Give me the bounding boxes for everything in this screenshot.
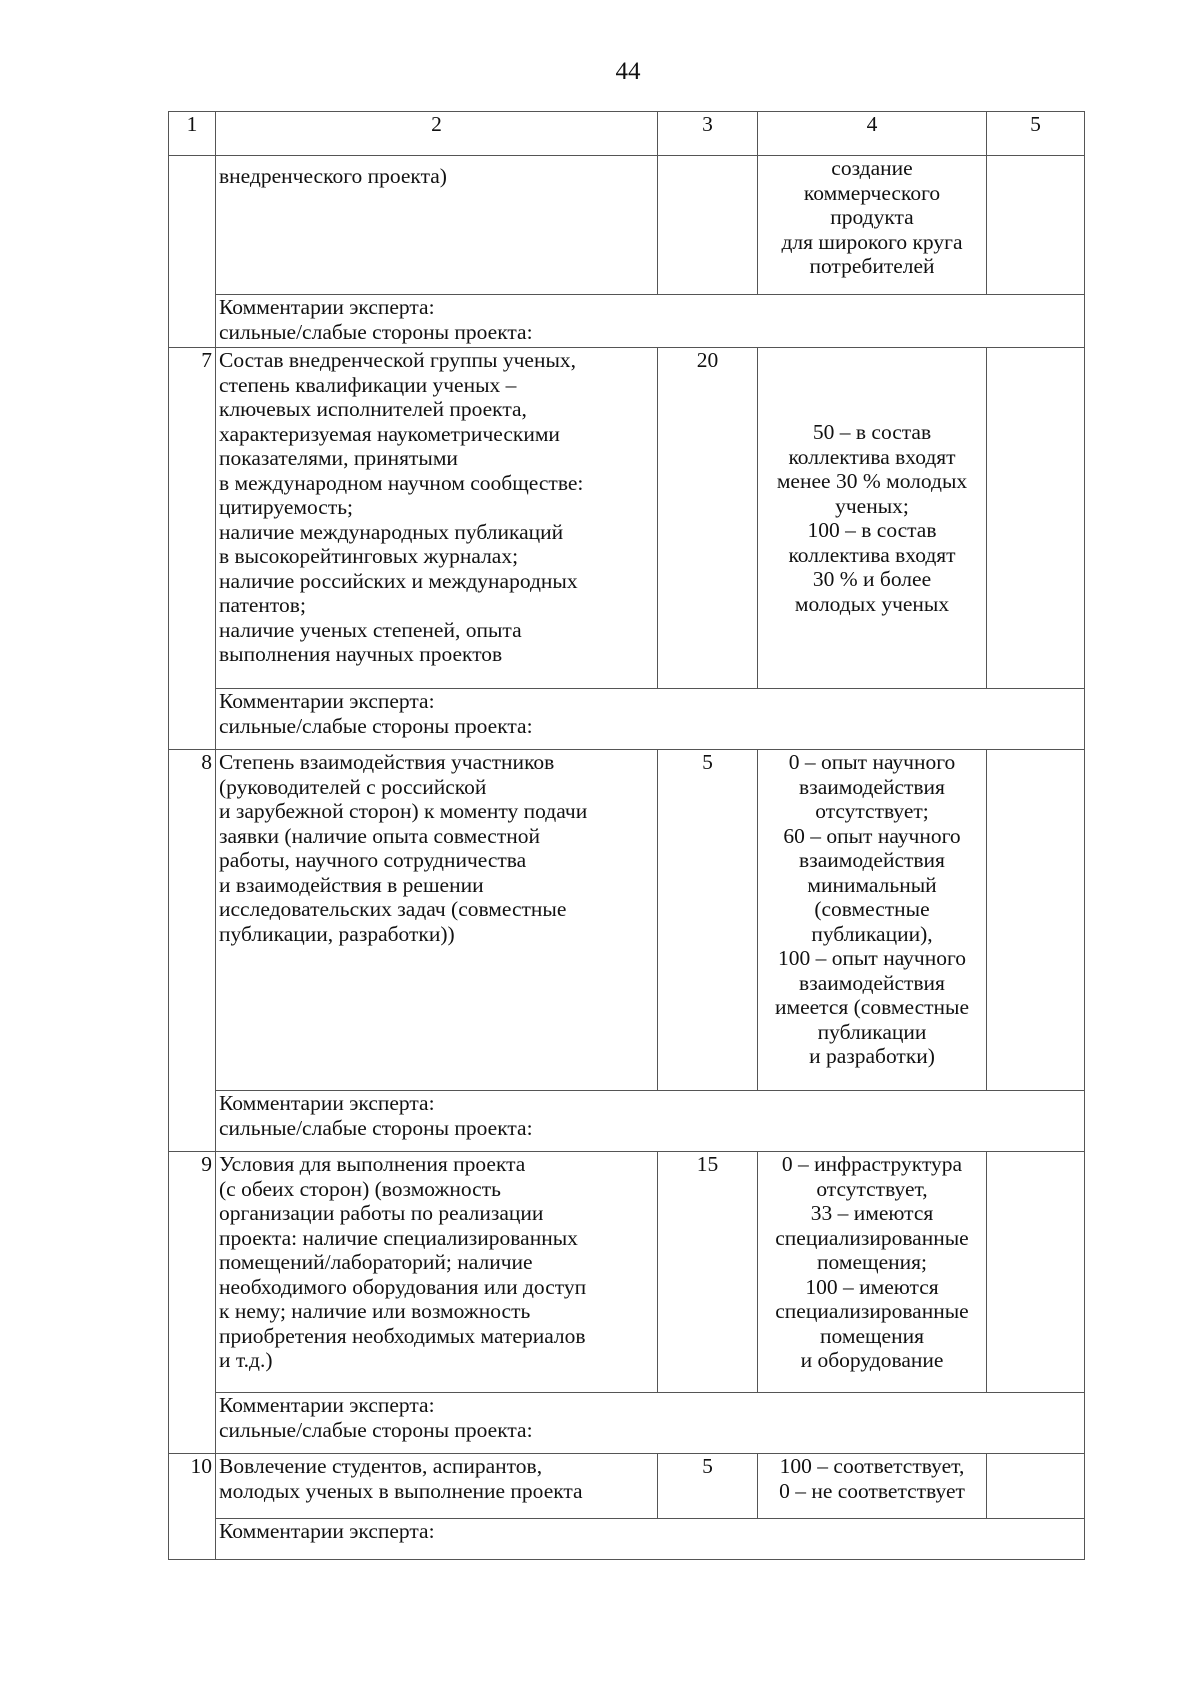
scale-line: взаимодействия — [799, 970, 945, 995]
scale-line: отсутствует, — [816, 1176, 928, 1201]
expert-comment-cell — [216, 1091, 1085, 1152]
criterion-line: проекта: наличие специализированных — [219, 1225, 578, 1250]
comment-line: сильные/слабые стороны проекта: — [219, 1417, 533, 1442]
page-number: 44 — [615, 58, 641, 85]
criterion-cell — [216, 1454, 658, 1519]
table-row — [169, 1152, 1085, 1393]
criterion-line: работы, научного сотрудничества — [219, 848, 527, 872]
scale-line: 0 – не соответствует — [779, 1478, 965, 1503]
scale-line: специализированные — [775, 1299, 969, 1323]
scale-cell — [758, 156, 987, 295]
criterion-line: характеризуемая наукометрическими — [219, 421, 560, 446]
scale-line: минимальный — [807, 872, 937, 897]
criterion-line: помещений/лабораторий; наличие — [219, 1250, 533, 1274]
criterion-cell — [216, 1152, 658, 1393]
criterion-line: (с обеих сторон) (возможность — [219, 1176, 501, 1201]
comment-row — [169, 295, 1085, 348]
row-number-cell: 7 — [169, 348, 216, 750]
weight-cell: 5 — [658, 1454, 758, 1519]
criterion-line: молодых ученых в выполнение проекта — [219, 1478, 583, 1503]
criterion-line: Условия для выполнения проекта — [219, 1152, 526, 1176]
comment-row — [169, 1393, 1085, 1454]
scale-line: публикации), — [811, 921, 933, 946]
scale-cell — [758, 750, 987, 1091]
score-cell — [987, 1454, 1085, 1519]
criterion-line: необходимого оборудования или доступ — [219, 1274, 587, 1299]
scale-line: коллектива входят — [788, 542, 956, 567]
criterion-line: ключевых исполнителей проекта, — [219, 397, 527, 421]
comment-line: Комментарии эксперта: — [219, 295, 435, 319]
weight-cell: 5 — [658, 750, 758, 1091]
table-row — [169, 750, 1085, 1091]
weight-cell: 15 — [658, 1152, 758, 1393]
scale-line: 60 – опыт научного — [783, 823, 961, 848]
expert-comment-cell — [216, 1393, 1085, 1454]
scale-line: 100 – имеются — [805, 1274, 939, 1299]
row-number-cell — [169, 156, 216, 348]
row-number-cell: 9 — [169, 1152, 216, 1454]
scale-line: помещения; — [817, 1250, 927, 1274]
criterion-line: заявки (наличие опыта совместной — [219, 823, 541, 848]
comment-line: сильные/слабые стороны проекта: — [219, 1115, 533, 1140]
scale-line: специализированные — [775, 1225, 969, 1250]
column-header: 3 — [658, 112, 758, 156]
scale-line: создание — [831, 156, 913, 180]
scale-line: взаимодействия — [799, 848, 945, 872]
row-number-cell: 8 — [169, 750, 216, 1152]
weight-cell — [658, 156, 758, 295]
scale-line: ученых; — [835, 493, 909, 518]
comment-line: сильные/слабые стороны проекта: — [219, 713, 533, 738]
criterion-line: и т.д.) — [219, 1348, 273, 1372]
scale-line: для широкого круга — [781, 229, 963, 254]
criterion-line: и зарубежной сторон) к моменту подачи — [219, 799, 588, 823]
scale-line: публикации — [817, 1019, 927, 1044]
column-header: 2 — [216, 112, 658, 156]
criterion-line: организации работы по реализации — [219, 1201, 544, 1225]
criterion-line: наличие российских и международных — [219, 568, 578, 593]
scale-line: и оборудование — [800, 1348, 944, 1372]
criterion-line: Степень взаимодействия участников — [219, 750, 555, 774]
criterion-line: в высокорейтинговых журналах; — [219, 544, 519, 568]
scale-line: взаимодействия — [799, 774, 945, 799]
criterion-line: (руководителей с российской — [219, 774, 487, 799]
scale-line: и разработки) — [809, 1044, 935, 1068]
criterion-line: выполнения научных проектов — [219, 642, 503, 666]
scale-line: коллектива входят — [788, 444, 956, 469]
scale-line: 33 – имеются — [810, 1201, 934, 1225]
expert-comment-cell — [216, 295, 1085, 348]
comment-line: Комментарии эксперта: — [219, 1393, 435, 1417]
scale-line: менее 30 % молодых — [776, 469, 968, 493]
weight-cell: 20 — [658, 348, 758, 689]
scale-cell — [758, 1152, 987, 1393]
scale-line: помещения — [820, 1323, 924, 1348]
comment-row — [169, 689, 1085, 750]
column-header: 4 — [758, 112, 987, 156]
scale-line: имеется (совместные — [774, 995, 969, 1019]
criterion-cell — [216, 348, 658, 689]
scale-cell — [758, 1454, 987, 1519]
column-header: 1 — [169, 112, 216, 156]
scale-line: потребителей — [809, 254, 935, 278]
criterion-line: патентов; — [219, 593, 306, 617]
comment-line: сильные/слабые стороны проекта: — [219, 319, 533, 344]
table-row — [169, 1454, 1085, 1519]
score-cell — [987, 750, 1085, 1091]
criterion-line: и взаимодействия в решении — [219, 872, 484, 897]
criterion-line: в международном научном сообществе: — [219, 470, 584, 495]
comment-line: Комментарии эксперта: — [219, 1091, 435, 1115]
criteria-table — [168, 111, 1085, 1560]
comment-row — [169, 1091, 1085, 1152]
comment-line: Комментарии эксперта: — [219, 1519, 435, 1543]
scale-cell — [758, 348, 987, 689]
criterion-line: цитируемость; — [219, 495, 353, 519]
column-number-row — [169, 112, 1085, 156]
expert-comment-cell — [216, 1519, 1085, 1560]
criterion-line: Состав внедренческой группы ученых, — [219, 348, 577, 372]
expert-comment-cell — [216, 689, 1085, 750]
scale-line: коммерческого — [803, 180, 941, 205]
criterion-cell: внедренческого проекта) — [216, 156, 658, 295]
row-number-cell: 10 — [169, 1454, 216, 1560]
criterion-line: публикации, разработки)) — [219, 921, 455, 946]
criterion-line: показателями, принятыми — [219, 446, 458, 470]
criterion-line: к нему; наличие или возможность — [219, 1299, 531, 1323]
table-row — [169, 348, 1085, 689]
scale-line: (совместные — [814, 897, 930, 921]
scale-line: 50 – в состав — [812, 420, 932, 444]
scale-line: 0 – опыт научного — [788, 750, 956, 774]
scale-line: продукта — [830, 205, 914, 229]
criterion-line: приобретения необходимых материалов — [219, 1323, 586, 1348]
scale-line: отсутствует; — [815, 799, 929, 823]
criterion-line: степень квалификации ученых – — [219, 372, 517, 397]
column-header: 5 — [987, 112, 1085, 156]
scale-line: 0 – инфраструктура — [781, 1152, 963, 1176]
comment-line: Комментарии эксперта: — [219, 689, 435, 713]
score-cell — [987, 1152, 1085, 1393]
scale-line: 100 – соответствует, — [779, 1454, 965, 1478]
scale-line: 30 % и более — [812, 567, 932, 591]
criterion-line: наличие международных публикаций — [219, 519, 564, 544]
score-cell — [987, 348, 1085, 689]
scale-line: 100 – опыт научного — [777, 946, 967, 970]
table-row — [169, 156, 1085, 295]
comment-row — [169, 1519, 1085, 1560]
criterion-line: наличие ученых степеней, опыта — [219, 617, 522, 642]
score-cell — [987, 156, 1085, 295]
criterion-cell — [216, 750, 658, 1091]
criterion-line: Вовлечение студентов, аспирантов, — [219, 1454, 543, 1478]
scale-line: 100 – в состав — [807, 518, 937, 542]
scale-line: молодых ученых — [794, 591, 950, 616]
criterion-line: исследовательских задач (совместные — [219, 897, 567, 921]
